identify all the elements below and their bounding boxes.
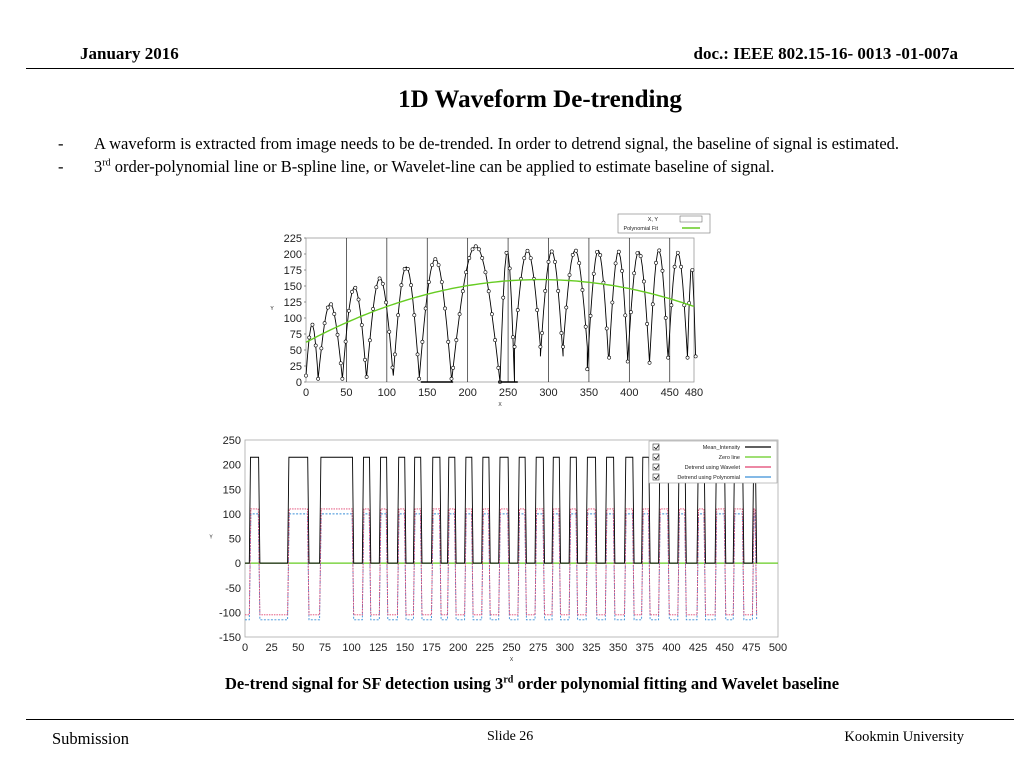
data-point [565,306,568,309]
data-point [599,254,602,257]
y-tick-label: 150 [222,484,241,497]
data-point [468,256,471,259]
y-tick-label: 50 [228,533,241,546]
x-tick-label: 350 [608,642,628,654]
data-point [490,313,493,316]
x-tick-label: 450 [660,387,679,399]
x-tick-label: 75 [318,642,332,654]
x-tick-label: 200 [458,387,477,399]
data-point [384,301,387,304]
data-point [311,323,314,326]
data-point [605,327,608,330]
data-point [326,306,329,309]
data-point [608,356,611,359]
data-point [344,340,347,343]
data-point [654,261,657,264]
figure-caption [0,674,1024,694]
data-point [416,353,419,356]
footer-slide-number: Slide 26 [487,729,534,744]
data-point [455,338,458,341]
data-point [633,272,636,275]
data-point [354,286,357,289]
data-point [561,345,564,348]
data-point [403,267,406,270]
data-point [574,249,577,252]
x-tick-label: 100 [342,642,361,654]
data-point [341,377,344,380]
data-point [516,308,519,311]
data-point [511,336,514,339]
data-point [487,290,490,293]
y-axis-label: Y [270,306,274,312]
x-tick-label: 450 [715,642,734,654]
data-point [371,307,374,310]
y-tick-label: 225 [283,233,302,245]
x-tick-label: 250 [498,387,518,399]
y-tick-label: 200 [283,249,302,261]
x-tick-label: 375 [635,642,654,654]
data-point [368,339,371,342]
data-point [539,345,542,348]
footer-organization: Kookmin University [844,729,964,745]
data-point [494,338,497,341]
data-point [413,314,416,317]
x-axis-label: X [509,657,514,663]
data-point [347,309,350,312]
x-tick-label: 0 [241,642,249,654]
x-tick-label: 400 [620,387,639,399]
data-point [547,260,550,263]
y-tick-label: 0 [234,558,241,571]
y-tick-label: 100 [283,313,302,325]
x-tick-label: 350 [579,387,599,399]
x-tick-label: 125 [369,642,388,654]
chart-waveform-polynomial-fit [260,210,720,410]
data-point [673,265,676,268]
x-tick-label: 50 [292,642,305,654]
y-tick-label: -100 [218,607,241,620]
y-tick-label: 0 [295,377,302,389]
data-point [540,331,543,334]
data-point [639,254,642,257]
x-tick-label: 200 [449,642,468,654]
data-point [553,260,556,263]
data-point [679,265,682,268]
data-point [418,377,421,380]
data-point [508,267,511,270]
data-point [584,325,587,328]
data-point [308,336,311,339]
x-tick-label: 300 [539,387,558,399]
caption-post: order polynomial fitting and Wavelet baseline [513,674,840,693]
data-point [571,253,574,256]
data-point [502,296,505,299]
data-point [427,280,430,283]
data-point [624,314,627,317]
data-point [557,289,560,292]
y-tick-label: 125 [283,297,302,309]
data-point [323,322,326,325]
legend-label: X, Y [647,217,658,223]
bullet-text [94,155,998,178]
data-point [400,284,403,287]
data-point [320,347,323,350]
y-tick-label: 50 [289,345,302,357]
data-point [375,286,378,289]
data-point [363,358,366,361]
data-point [636,252,639,255]
data-point [421,340,424,343]
data-point [329,303,332,306]
bullet-list [58,132,998,178]
x-tick-label: 225 [475,642,495,654]
data-point [646,322,649,325]
x-tick-label: 500 [768,642,788,654]
bullet-dash: - [58,134,64,153]
data-point [586,368,589,371]
data-point [450,377,453,380]
data-point [317,377,320,380]
x-tick-label: 300 [555,642,574,654]
data-point [397,314,400,317]
legend-label: Zero line [718,455,740,461]
data-point [350,290,353,293]
y-tick-label: 150 [283,281,302,293]
y-tick-label: 25 [289,361,302,373]
header-date: January 2016 [80,44,179,63]
bullet-dash: - [58,157,64,176]
data-point [464,271,467,274]
data-point [393,353,396,356]
data-point [691,268,694,271]
y-tick-label: -50 [225,582,241,595]
x-tick-label: 325 [582,642,601,654]
bullet-text-post: order-polynomial line or B-spline line, or Wavelet-line can be applied to estimate baseline of signal. [110,157,775,176]
x-tick-label: 480 [684,387,704,399]
data-point [437,263,440,266]
x-tick-label: 50 [340,387,353,399]
data-point [658,249,661,252]
data-point [614,262,617,265]
data-point [388,330,391,333]
data-point [452,366,455,369]
data-point [617,250,620,253]
legend [649,441,777,483]
data-point [620,269,623,272]
data-point [523,257,526,260]
x-tick-label: 150 [418,387,437,399]
data-point [629,311,632,314]
y-tick-label: 250 [222,435,241,447]
data-point [474,245,477,248]
data-point [686,356,689,359]
data-point [357,298,360,301]
legend-label: Mean_Intensity [702,445,740,451]
bullet-text: A waveform is extracted from image needs to be de-trended. In order to detrend signal, the baseline of signal is estimated. [94,134,900,153]
data-point [391,366,394,369]
data-point [676,251,679,254]
data-point [461,290,464,293]
data-point [458,313,461,316]
data-point [304,374,307,377]
data-point [626,360,629,363]
data-point [424,307,427,310]
data-point [505,251,508,254]
data-point [667,356,670,359]
x-tick-label: 0 [302,387,310,399]
y-tick-label: 75 [289,329,302,341]
data-point [381,282,384,285]
footer-submission: Submission [52,729,130,748]
x-tick-label: 475 [742,642,761,654]
data-point [651,303,654,306]
header-rule [26,68,1014,69]
x-tick-label: 150 [395,642,415,654]
legend [618,214,710,233]
data-point [360,323,363,326]
bullet-item [58,155,998,178]
slide-title: 1D Waveform De-trending [398,86,682,113]
data-point [314,344,317,347]
data-point [484,271,487,274]
bullet-item [58,132,998,155]
data-point [447,340,450,343]
data-point [670,304,673,307]
data-point [443,307,446,310]
x-tick-label: 100 [377,387,397,399]
data-point [440,280,443,283]
x-tick-label: 400 [662,642,681,654]
data-point [611,301,614,304]
data-point [526,249,529,252]
y-tick-label: 100 [222,508,241,521]
data-point [431,263,434,266]
legend-label: Polynomial Fit [623,226,658,232]
caption-pre: De-trend signal for SF detection using 3 [224,674,504,693]
y-axis-label: Y [209,534,213,541]
data-point [536,308,539,311]
data-point [642,280,645,283]
x-tick-label: 425 [688,642,708,654]
x-tick-label: 175 [422,642,441,654]
data-point [560,331,563,334]
data-point [578,262,581,265]
data-point [497,366,500,369]
x-tick-label: 25 [265,642,278,654]
header-doc-id: doc.: IEEE 802.15-16- 0013 -01-007a [693,44,958,63]
data-point [378,277,381,280]
data-point [434,258,437,261]
x-tick-label: 250 [502,642,521,654]
data-point [339,362,342,365]
data-point [409,284,412,287]
data-point [481,256,484,259]
data-point [595,250,598,253]
data-point [589,314,592,317]
data-point [336,333,339,336]
data-point [365,375,368,378]
data-point [513,345,516,348]
data-point [529,257,532,260]
chart-detrend-signal [205,430,795,665]
bullet-superscript: rd [102,157,111,169]
x-axis-label: X [498,402,502,408]
data-point [664,316,667,319]
y-tick-label: 200 [222,459,241,472]
data-point [592,272,595,275]
data-point [333,312,336,315]
data-point [648,361,651,364]
data-point [568,273,571,276]
legend-swatch-xy [680,216,702,222]
data-point [471,248,474,251]
data-point [661,269,664,272]
data-point [550,250,553,253]
data-point [544,289,547,292]
x-tick-label: 275 [528,642,548,654]
data-point [581,288,584,291]
y-tick-label: -150 [218,632,241,644]
caption-superscript: rd [503,674,514,686]
bullet-text-pre: 3 [94,157,103,176]
legend-label: Detrend using Polynomial [677,475,740,481]
data-point [694,355,697,358]
y-tick-label: 175 [283,265,302,277]
data-point [406,267,409,270]
data-point [477,248,480,251]
legend-label: Detrend using Wavelet [684,465,740,471]
footer-rule [26,719,1014,720]
